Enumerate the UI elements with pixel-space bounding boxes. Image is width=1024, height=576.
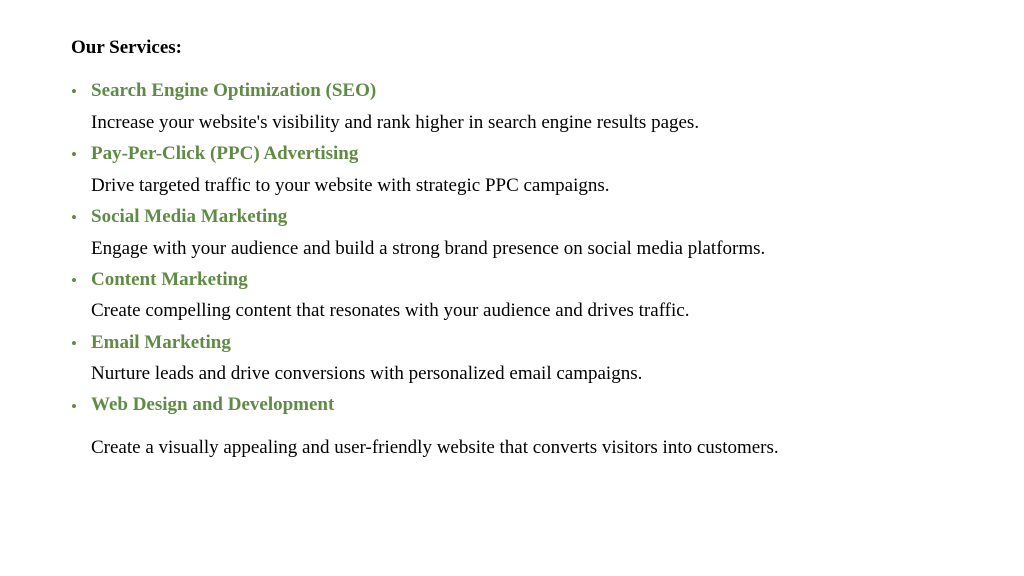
bullet-icon: • (71, 145, 77, 164)
service-title-ppc: Pay-Per-Click (PPC) Advertising (91, 143, 359, 164)
bullet-icon: • (71, 271, 77, 290)
services-heading: Our Services: (71, 37, 182, 58)
bullet-icon: • (71, 82, 77, 101)
service-title-seo: Search Engine Optimization (SEO) (91, 80, 377, 101)
service-desc-seo: Increase your website's visibility and rank higher in search engine results pages. (91, 112, 700, 133)
bullet-icon: • (71, 397, 77, 416)
service-title-email: Email Marketing (91, 332, 231, 353)
service-desc-email: Nurture leads and drive conversions with personalized email campaigns. (91, 363, 643, 384)
service-desc-content: Create compelling content that resonates with your audience and drives traffic. (91, 300, 690, 321)
bullet-icon: • (71, 334, 77, 353)
service-title-social: Social Media Marketing (91, 206, 288, 227)
service-desc-webdesign: Create a visually appealing and user-friendly website that converts visitors into customers. (91, 437, 779, 458)
service-title-webdesign: Web Design and Development (91, 394, 335, 415)
service-desc-ppc: Drive targeted traffic to your website with strategic PPC campaigns. (91, 175, 610, 196)
service-desc-social: Engage with your audience and build a strong brand presence on social media platforms. (91, 238, 766, 259)
service-title-content: Content Marketing (91, 269, 248, 290)
bullet-icon: • (71, 208, 77, 227)
